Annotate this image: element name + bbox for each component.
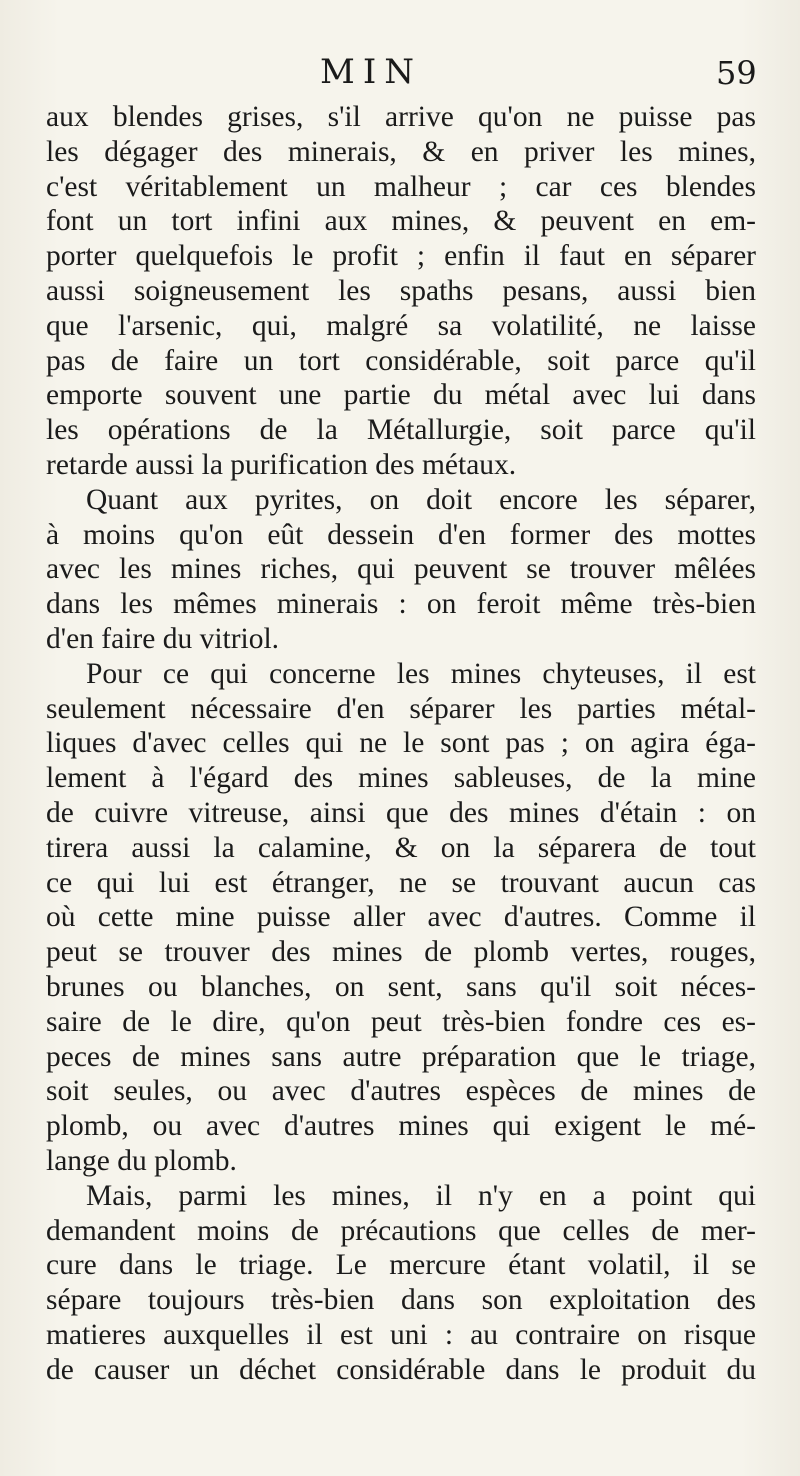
text-line: d'en faire du vitriol. [46,622,280,655]
body-text [46,100,756,1387]
text-line: où cette mine puisse aller avec d'autres. Comme il [46,901,756,934]
running-head: MIN [320,52,422,92]
text-line: peces de mines sans autre préparation que le triage, [46,1040,756,1073]
text-line: dans les mêmes minerais : on feroit même très-bien [46,588,756,621]
text-line: soit seules, ou avec d'autres espèces de mines de [46,1075,756,1108]
text-line: liques d'avec celles qui ne le sont pas ; on agira éga- [46,727,756,760]
text-line: c'est véritablement un malheur ; car ces blendes [46,170,756,203]
text-line: tirera aussi la calamine, & on la séparera de tout [46,831,756,864]
text-line: plomb, ou avec d'autres mines qui exigent le mé- [46,1110,756,1143]
text-line: brunes ou blanches, on sent, sans qu'il soit néces- [46,970,756,1003]
text-line: les dégager des minerais, & en priver les mines, [46,135,756,168]
text-line: retarde aussi la purification des métaux. [46,448,517,481]
text-line: Quant aux pyrites, on doit encore les séparer, [86,483,756,516]
text-line: font un tort infini aux mines, & peuvent en em- [46,205,756,238]
text-line: porter quelquefois le profit ; enfin il faut en séparer [46,240,756,273]
text-line: peut se trouver des mines de plomb vertes, rouges, [46,936,756,969]
paragraph [46,657,756,1179]
text-line: à moins qu'on eût dessein d'en former des mottes [46,518,756,551]
paragraph [46,483,756,657]
text-line: cure dans le triage. Le mercure étant volatil, il se [46,1249,756,1282]
text-line: avec les mines riches, qui peuvent se trouver mêlées [46,553,756,586]
text-line: matieres auxquelles il est uni : au contraire on risque [46,1318,756,1351]
paragraph [46,1179,756,1388]
page-header [0,52,800,102]
text-line: saire de le dire, qu'on peut très-bien fondre ces es- [46,1005,756,1038]
text-line: aussi soigneusement les spaths pesans, aussi bien [46,274,756,307]
text-line: aux blendes grises, s'il arrive qu'on ne puisse pas [46,101,756,133]
text-line: lement à l'égard des mines sableuses, de la mine [46,762,756,795]
text-line: de cuivre vitreuse, ainsi que des mines d'étain : on [46,796,756,829]
text-line: ce qui lui est étranger, ne se trouvant aucun cas [46,866,756,899]
text-line: Mais, parmi les mines, il n'y en a point qui [86,1179,756,1212]
page-number: 59 [716,54,757,92]
text-line: sépare toujours très-bien dans son exploitation des [46,1284,756,1317]
text-line: pas de faire un tort considérable, soit parce qu'il [46,344,756,377]
text-line: emporte souvent une partie du métal avec lui dans [46,379,756,412]
text-line: que l'arsenic, qui, malgré sa volatilité, ne laisse [46,309,756,342]
text-line: demandent moins de précautions que celles de mer- [46,1214,756,1247]
text-line: seulement nécessaire d'en séparer les parties métal- [46,692,756,725]
paragraph [46,100,756,483]
text-line: lange du plomb. [46,1144,237,1177]
text-line: de causer un déchet considérable dans le produit du [46,1353,756,1386]
text-line: les opérations de la Métallurgie, soit parce qu'il [46,414,756,447]
text-line: Pour ce qui concerne les mines chyteuses, il est [86,657,756,690]
